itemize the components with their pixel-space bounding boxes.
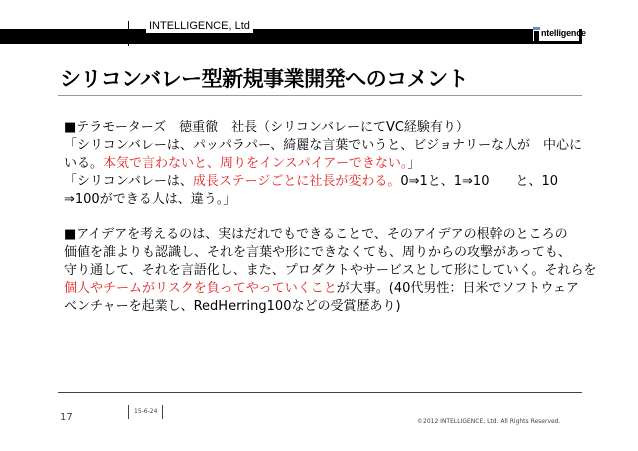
- comment-line: ■アイデアを考えるのは、実はだれでもできることで、そのアイデアの根幹のところの: [64, 227, 568, 242]
- comment-line: 「シリコンバレーは、パッパラパー、綺麗な言葉でいうと、ビジョナリーな人が 中心に: [64, 138, 583, 153]
- comment-line: [64, 155, 584, 173]
- header-company-name: INTELLIGENCE, Ltd: [146, 19, 253, 33]
- header-separator: [128, 21, 129, 46]
- comment-line: ベンチャーを起業し、RedHerring100などの受賞歴あり): [64, 299, 401, 314]
- text-segment: 」: [407, 156, 421, 171]
- page-number: 17: [60, 412, 73, 423]
- text-segment: 0⇒1と、1⇒10 と、10: [400, 174, 559, 189]
- logo-text: ntelligence: [541, 28, 586, 38]
- comment-body: [64, 119, 597, 316]
- text-segment: が大事。(40代男性：日米でソフトウェア: [336, 281, 579, 296]
- comment-line: ■テラモーターズ 徳重徹 社長（シリコンバレーにてVC経験有り）: [64, 120, 469, 135]
- comment-line: [64, 280, 584, 298]
- paragraph-gap: [64, 209, 584, 226]
- comment-line: [64, 173, 584, 191]
- header-black-band: [0, 29, 582, 44]
- text-segment: いる。: [64, 156, 104, 171]
- highlight-text: 個人やチームがリスクを負ってやっていくこと: [64, 281, 337, 296]
- page-title: シリコンバレー型新規事業開発へのコメント: [60, 67, 469, 91]
- highlight-text: 成長ステージごとに社長が変わる。: [192, 174, 401, 189]
- company-logo: [533, 27, 586, 41]
- comment-line: ⇒100ができる人は、違う。」: [64, 192, 237, 207]
- copyright-notice: ©2012 INTELLIGENCE, Ltd. All Rights Reserved.: [417, 418, 561, 425]
- text-segment: 「シリコンバレーは、: [64, 174, 193, 189]
- comment-line: 価値を誰よりも認識し、それを言葉や形にできなくても、周りからの攻撃があっても、: [64, 245, 571, 260]
- title-divider: [58, 95, 582, 96]
- comment-line: 守り通して、それを言語化し、また、プロダクトやサービスとして形にしていく。それらを: [64, 263, 597, 278]
- footer-divider: [58, 392, 582, 393]
- footer-date: 15-6-24: [128, 405, 163, 419]
- highlight-text: 本気で言わないと、周りをインスパイアーできない。: [103, 156, 408, 171]
- logo-mark-icon: [533, 27, 540, 41]
